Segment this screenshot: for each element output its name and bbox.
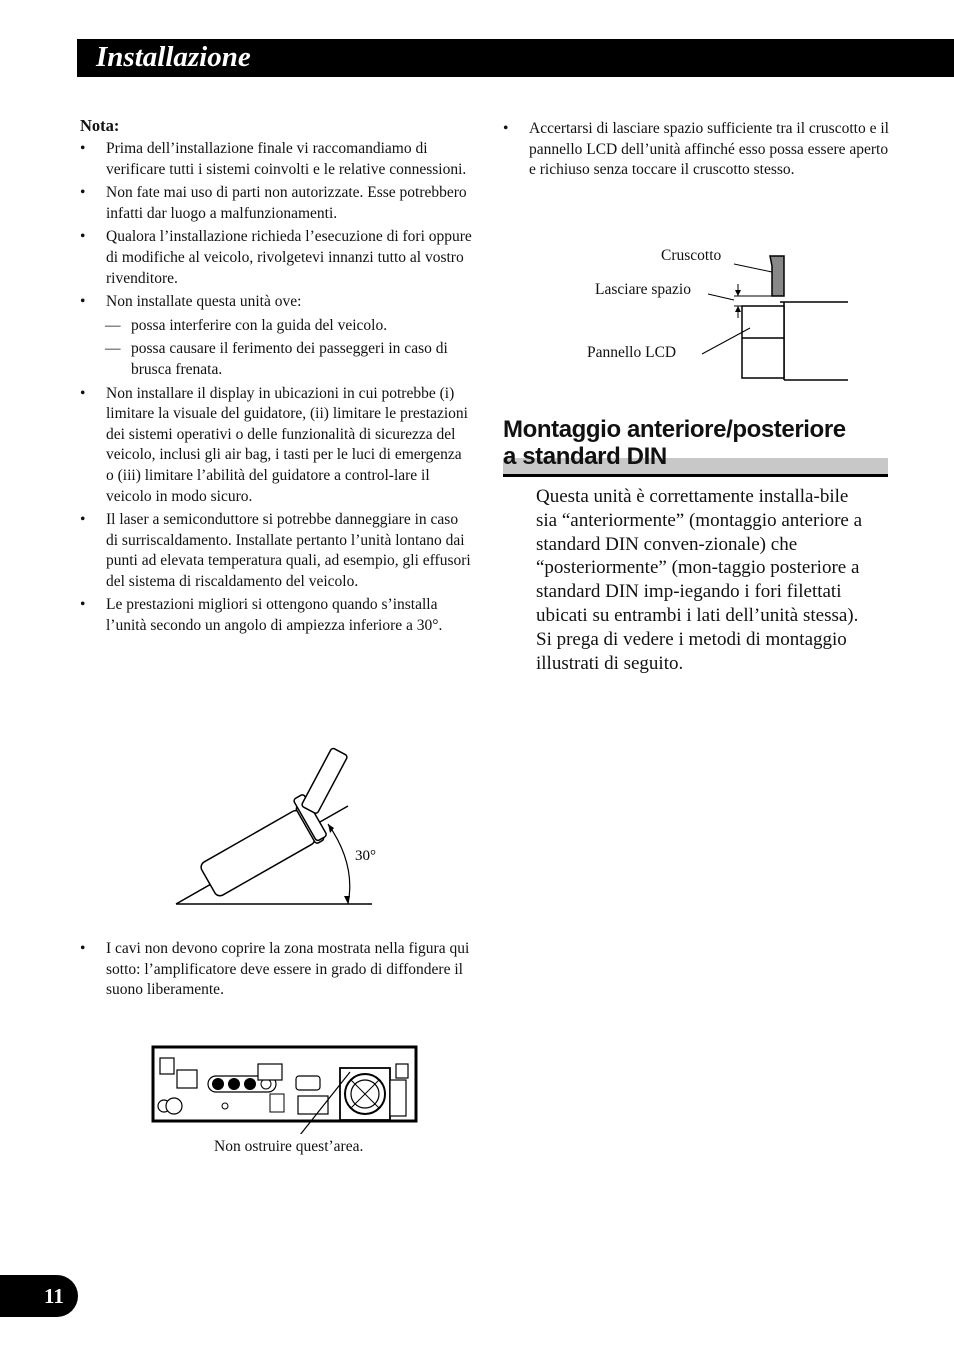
section-body: Questa unità è correttamente installa-bile sia “anteriormente” (montaggio anteriore a standard DIN conven-zionale) che “posteriormente” (mon-taggio posteriore a standard DIN imp-iegando i fori filettati ubicati su entrambi i lati dell’unità stessa). Si prega di vedere i metodi di montaggio illustrati di seguito. (536, 486, 863, 674)
label-spazio: Lasciare spazio (595, 281, 691, 298)
note-text: Le prestazioni migliori si ottengono quando s’installa l’unità secondo un angolo di ampiezza inferiore a 30°. (106, 596, 443, 635)
angle-illustration (160, 730, 400, 915)
note-text: Non installate questa unità ove: (106, 293, 302, 311)
left-column (80, 116, 472, 637)
right-bullet: • Accertarsi di lasciare spazio sufficiente tra il cruscotto e il pannello LCD dell’unità affinché esso possa essere aperto e richiuso senza toccare il cruscotto stesso. (503, 120, 889, 179)
note-text: Non installare il display in ubicazioni in cui potrebbe (i) limitare la visuale del guidatore, (ii) limitare le prestazioni dei sistemi operativi o delle funzionalità di sicurezza del veicolo, inclusi gli air bag, i tasti per le luci di emergenza o (iii) limitare l’abilità del guidatore a control-lare il veicolo in modo sicuro. (106, 384, 468, 505)
dash-item: — possa causare il ferimento dei passeggeri in caso di brusca frenata. (105, 340, 448, 378)
page-title: Installazione (96, 41, 251, 73)
note-text: Non fate mai uso di parti non autorizzate. Esse potrebbero infatti dar luogo a malfunzionamenti. (106, 184, 467, 222)
section-title-rule (503, 474, 888, 477)
note-bullet: • Non installate questa unità ove: (80, 293, 302, 311)
note-bullet: • Non fate mai uso di parti non autorizzate. Esse potrebbero infatti dar luogo a malfunzionamenti. (80, 184, 467, 222)
section-title (503, 416, 888, 470)
dash-text: possa causare il ferimento dei passeggeri in caso di brusca frenata. (131, 340, 448, 378)
rear-caption: Non ostruire quest’area. (214, 1138, 364, 1155)
note-text: Qualora l’installazione richieda l’esecuzione di fori oppure di modifiche al veicolo, rivolgetevi innanzi tutto al vostro rivenditore. (106, 228, 472, 287)
clearance-illustration (690, 248, 850, 384)
dash-item: — possa interferire con la guida del veicolo. (105, 316, 388, 334)
nota-label: Nota: (80, 116, 120, 135)
note-text: Il laser a semiconduttore si potrebbe danneggiare in caso di surriscaldamento. Installate pertanto l’unità lontano dai punti ad elevata temperatura quali, ad esempio, gli effusori del sistema di riscaldamento del veicolo. (106, 511, 471, 590)
note-bullet: • Le prestazioni migliori si ottengono quando s’installa l’unità secondo un angolo di ampiezza inferiore a 30°. (80, 596, 443, 635)
cables-text: I cavi non devono coprire la zona mostrata nella figura qui sotto: l’amplificatore deve essere in grado di diffondere il suono liberamente. (106, 940, 470, 999)
note-bullet: • Qualora l’installazione richieda l’esecuzione di fori oppure di modifiche al veicolo, rivolgetevi innanzi tutto al vostro rivenditore. (80, 228, 472, 287)
rear-panel-illustration (150, 1044, 420, 1134)
right-bullet-text: Accertarsi di lasciare spazio sufficiente tra il cruscotto e il pannello LCD dell’unità affinché esso possa essere aperto e richiuso senza toccare il cruscotto stesso. (529, 120, 889, 179)
dash-text: possa interferire con la guida del veicolo. (131, 316, 388, 334)
label-lcd: Pannello LCD (587, 344, 677, 361)
note-bullet: • Non installare il display in ubicazioni in cui potrebbe (i) limitare la visuale del guidatore, (ii) limitare le prestazioni dei sistemi operativi o delle funzionalità di sicurezza del veicolo, inclusi gli air bag, i tasti per le luci di emergenza o (iii) limitare l’abilità del guidatore a control-lare il veicolo in modo sicuro. (80, 384, 468, 505)
cables-bullet: • I cavi non devono coprire la zona mostrata nella figura qui sotto: l’amplificatore deve essere in grado di diffondere il suono liberamente. (80, 940, 470, 999)
note-text: Prima dell’installazione finale vi raccomandiamo di verificare tutti i sistemi coinvolti e le relative connessioni. (106, 140, 467, 178)
header-bar (77, 39, 954, 77)
note-bullet: • Il laser a semiconduttore si potrebbe danneggiare in caso di surriscaldamento. Installate pertanto l’unità lontano dai punti ad elevata temperatura quali, ad esempio, gli effusori del sistema di riscaldamento del veicolo. (80, 511, 471, 590)
angle-label: 30° (355, 848, 376, 864)
note-bullet: • Prima dell’installazione finale vi raccomandiamo di verificare tutti i sistemi coinvolti e le relative connessioni. (80, 140, 467, 178)
label-cruscotto: Cruscotto (661, 247, 722, 264)
section-title-line2: a standard DIN (503, 443, 667, 470)
page-number: 11 (0, 1275, 78, 1317)
section-title-line1: Montaggio anteriore/posteriore (503, 416, 846, 443)
